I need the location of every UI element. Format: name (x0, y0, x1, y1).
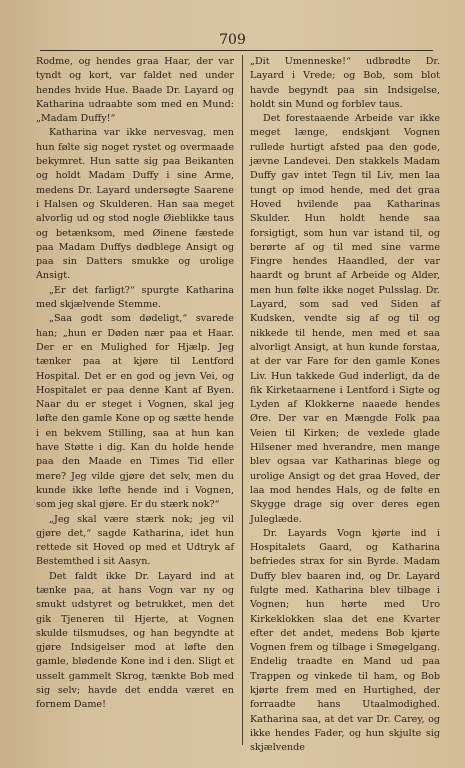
right-column (250, 55, 440, 756)
paragraph: Rodme, og hendes graa Haar, der var tyndt og kort, var faldet ned under hendes hvide Hue. Baade Dr. Layard og Katharina udraabte som med en Mund: „Madam Duffy!“ (36, 56, 234, 125)
paragraph: „Saa godt som dødeligt,“ svarede han; „hun er Døden nær paa et Haar. Der er en Mulighed for Hjælp. Jeg tænker paa at kjøre til Lentford Hospital. Det er en god og jevn Vei, og Hospitalet er paa denne Kant af Byen. Naar du er steget i Vognen, skal jeg løfte den gamle Kone op og sætte hende i en bekvem Stilling, saa at hun kan have Støtte i dig. Kan du holde hende paa den Maade en Times Tid eller mere? Jeg vilde gjøre det selv, men du kunde ikke løfte hende ind i Vognen, som jeg skal gjøre. Er du stærk nok?“ (36, 313, 234, 511)
paragraph: Dr. Layards Vogn kjørte ind i Hospitalets Gaard, og Katharina befriedes strax for sin Byrde. Madam Duffy blev baaren ind, og Dr. Layard fulgte med. Katharina blev tilbage i Vognen; hun hørte med Uro Kirkeklokken slaa det ene Kvarter efter det andet, medens Bob kjørte Vognen frem og tilbage i Smøgelgang. Endelig traadte en Mand ud paa Trappen og vinkede til ham, og Bob kjørte frem med en Hurtighed, der forraadte hans Utaalmodighed. Katharina saa, at det var Dr. Carey, og ikke hendes Fader, og hun skjulte sig skjælvende (250, 527, 440, 754)
page-number: 709 (219, 32, 246, 48)
column-divider (242, 55, 243, 745)
paragraph: „Dit Umenneske!“ udbrødte Dr. Layard i Vrede; og Bob, som blot havde begyndt paa sin Indsigelse, holdt sin Mund og forblev taus. (250, 56, 440, 110)
header-rule (40, 50, 433, 51)
paragraph: Det faldt ikke Dr. Layard ind at tænke paa, at hans Vogn var ny og smukt udstyret og betrukket, men det gik Tjeneren til Hjerte, at Vognen skulde tilsmudses, og han begyndte at gjøre Indsigelser mod at løfte den gamle, blødende Kone ind i den. Sligt et usselt gammelt Skrog, tænkte Bob med sig selv; havde det endda været en fornem Dame! (36, 570, 234, 711)
left-column (36, 55, 234, 713)
paragraph: „Jeg skal være stærk nok; jeg vil gjøre det,“ sagde Katharina, idet hun rettede sit Hoved op med et Udtryk af Bestemthed i sit Aasyn. (36, 513, 234, 568)
paragraph: „Er det farligt?“ spurgte Katharina med skjælvende Stemme. (36, 284, 234, 311)
paragraph: Katharina var ikke nervesvag, men hun følte sig noget rystet og overmaade bekymret. Hun satte sig paa Beikanten og holdt Madam Duffy i sine Arme, medens Dr. Layard undersøgte Saarene i Halsen og Skulderen. Han saa meget alvorlig ud og stod nogle Øieblikke taus og betænksom, med Øinene fæstede paa Madam Duffys dødblege Ansigt og paa sin Datters smukke og urolige Ansigt. (36, 127, 234, 282)
paragraph: Det forestaaende Arbeide var ikke meget længe, endskjønt Vognen rullede hurtigt afsted paa den gode, jævne Landevei. Den stakkels Madam Duffy gav intet Tegn til Liv, men laa tungt op imod hende, med det graa Hoved hvilende paa Katharinas Skulder. Hun holdt hende saa forsigtigt, som hun var istand til, og berørte af og til med sine varme Fingre hendes Haandled, der var haardt og brunt af Arbeide og Alder, men hun følte ikke noget Pulsslag. Dr. Layard, som sad ved Siden af Kudsken, vendte sig af og til og nikkede til hende, men med et saa alvorligt Ansigt, at hun kunde forstaa, at der var Fare for den gamle Kones Liv. Hun takkede Gud inderligt, da de fik Kirketaarnene i Lentford i Sigte og Lyden af Klokkerne naaede hendes Øre. Der var en Mængde Folk paa Veien til Kirken; de vexlede glade Hilsener med hverandre, men mange blev ogsaa var Katharinas blege og urolige Ansigt og det graa Hoved, der laa mod hendes Hals, og de følte en Skygge drage sig over deres egen Juleglæde. (250, 113, 440, 525)
